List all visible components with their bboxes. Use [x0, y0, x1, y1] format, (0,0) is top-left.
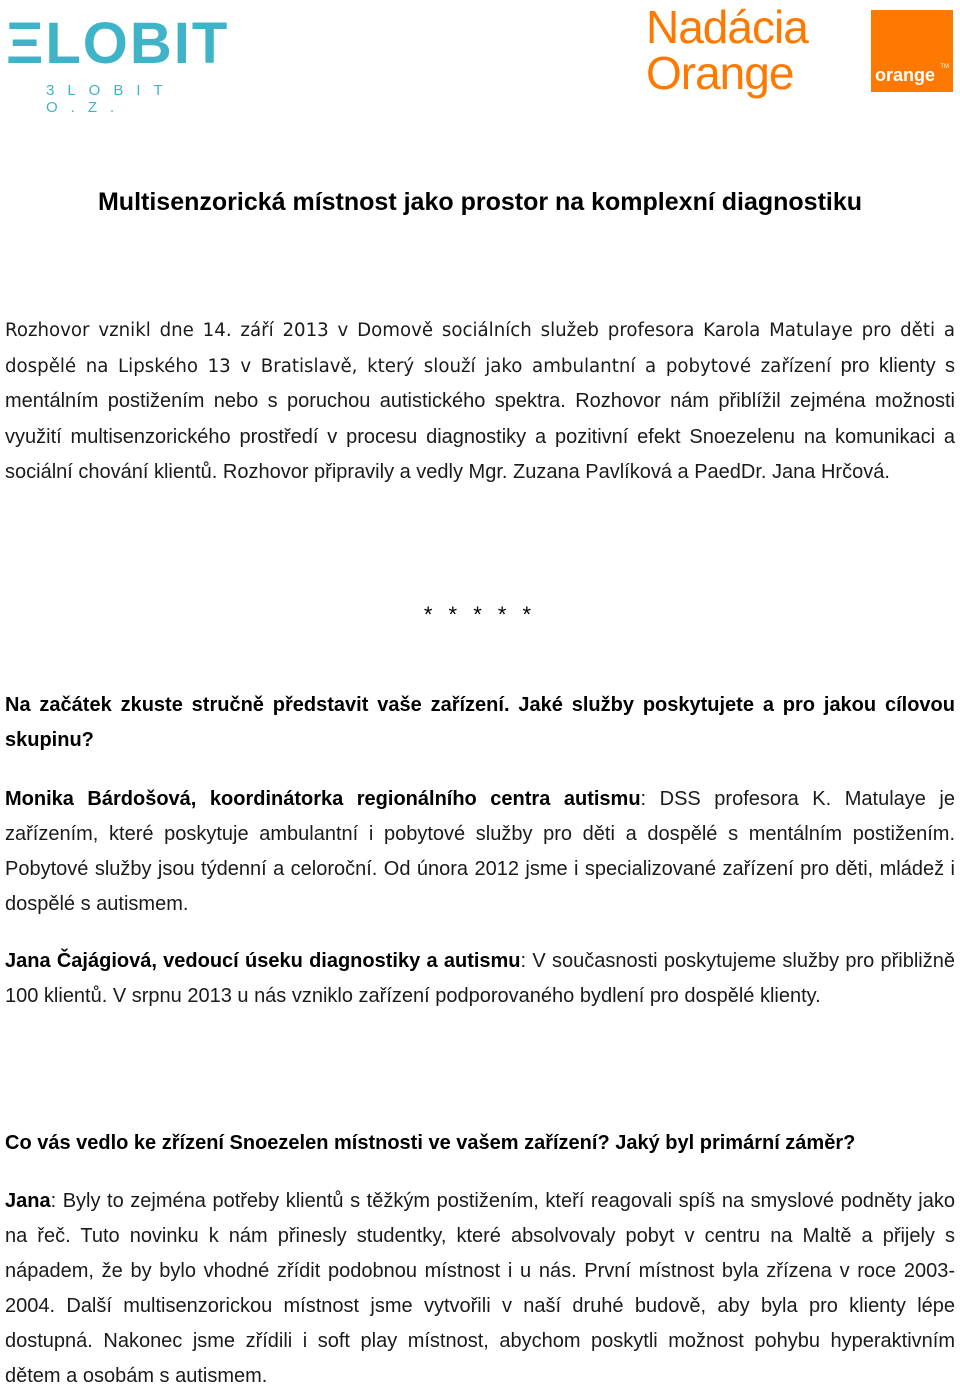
answer-2-text: : V současnosti poskytujeme služby pro přibližně 100 klientů. V srpnu 2013 u nás vzniklo zařízení podporovaného bydlení pro dospělé klienty. [5, 950, 955, 1007]
answer-3-text: : Byly to zejména potřeby klientů s těžkým postižením, kteří reagovali spíš na smyslové podněty jako na řeč. Tuto novinku k nám přinesly studentky, které absolvovaly pobyt v centru na Maltě a přijely s nápadem, že by bylo vhodné zřídit podobnou místnost i u nás. První místnost byla zřízena v roce 2003-2004. Další multisenzorickou místnost jsme vytvořili v naší druhé budově, aby byla pro klienty lépe dostupná. Nakonec jsme zřídili i soft play místnost, abychom poskytli možnost pohybu hyperaktivním dětem a osobám s autismem. [5, 1190, 955, 1387]
answer-1 [5, 782, 955, 922]
answer-2-speaker: Jana Čajágiová, vedoucí úseku diagnostiky a autismu [5, 950, 521, 972]
elobit-logo-wordmark: ΞLΟBIT [6, 11, 230, 76]
section-separator: * * * * * [423, 602, 537, 627]
orange-logo-trademark: TM [940, 64, 949, 70]
elobit-logo-subtitle: 3LOBIT O.Z. [46, 82, 176, 116]
page-header [0, 0, 960, 116]
question-2: Co vás vedlo ke zřízení Snoezelen místnosti ve vašem zařízení? Jaký byl primární záměr? [5, 1132, 856, 1154]
elobit-logo [6, 11, 256, 116]
nadacia-logo-line1: Nadácia [646, 1, 808, 53]
nadacia-orange-logo [646, 1, 836, 104]
nadacia-logo-line2: Orange [646, 47, 794, 99]
intro-paragraph [5, 313, 955, 491]
document-title: Multisenzorická místnost jako prostor na komplexní diagnostiku [97, 188, 863, 216]
answer-2 [5, 944, 955, 1014]
intro-text-part2: pro klienty s mentálním postižením nebo s poruchou autistického spektra. Rozhovor nám přiblížil zejména možnosti využití multisenzorického prostředí v procesu diagnostiky a pozitivní efekt Snoezelenu na komunikaci a sociální chování klientů. Rozhovor připravily a vedly Mgr. Zuzana Pavlíková a PaedDr. Jana Hrčová. [5, 354, 955, 483]
answer-1-speaker: Monika Bárdošová, koordinátorka regionálního centra autismu [5, 788, 641, 810]
answer-3-speaker: Jana [5, 1190, 51, 1212]
answer-1-text: : DSS profesora K. Matulaye je zařízením, které poskytuje ambulantní i pobytové služby pro děti a dospělé s mentálním postižením. Pobytové služby jsou týdenní a celoroční. Od února 2012 jsme i specializované zařízení pro děti, mládež i dospělé s autismem. [5, 788, 955, 915]
intro-text-part1: Rozhovor vznikl dne 14. září 2013 v Domově sociálních služeb profesora Karola Matulaye pro děti a dospělé na Lipského 13 v Bratislavě, který slouží jako ambulantní a pobytové zařízení [5, 320, 955, 377]
question-1: Na začátek zkuste stručně představit vaše zařízení. Jaké služby poskytujete a pro jakou cílovou skupinu? [5, 694, 955, 751]
answer-3 [5, 1184, 955, 1394]
orange-brand-logo [871, 10, 953, 92]
orange-logo-text: orange [875, 65, 936, 85]
